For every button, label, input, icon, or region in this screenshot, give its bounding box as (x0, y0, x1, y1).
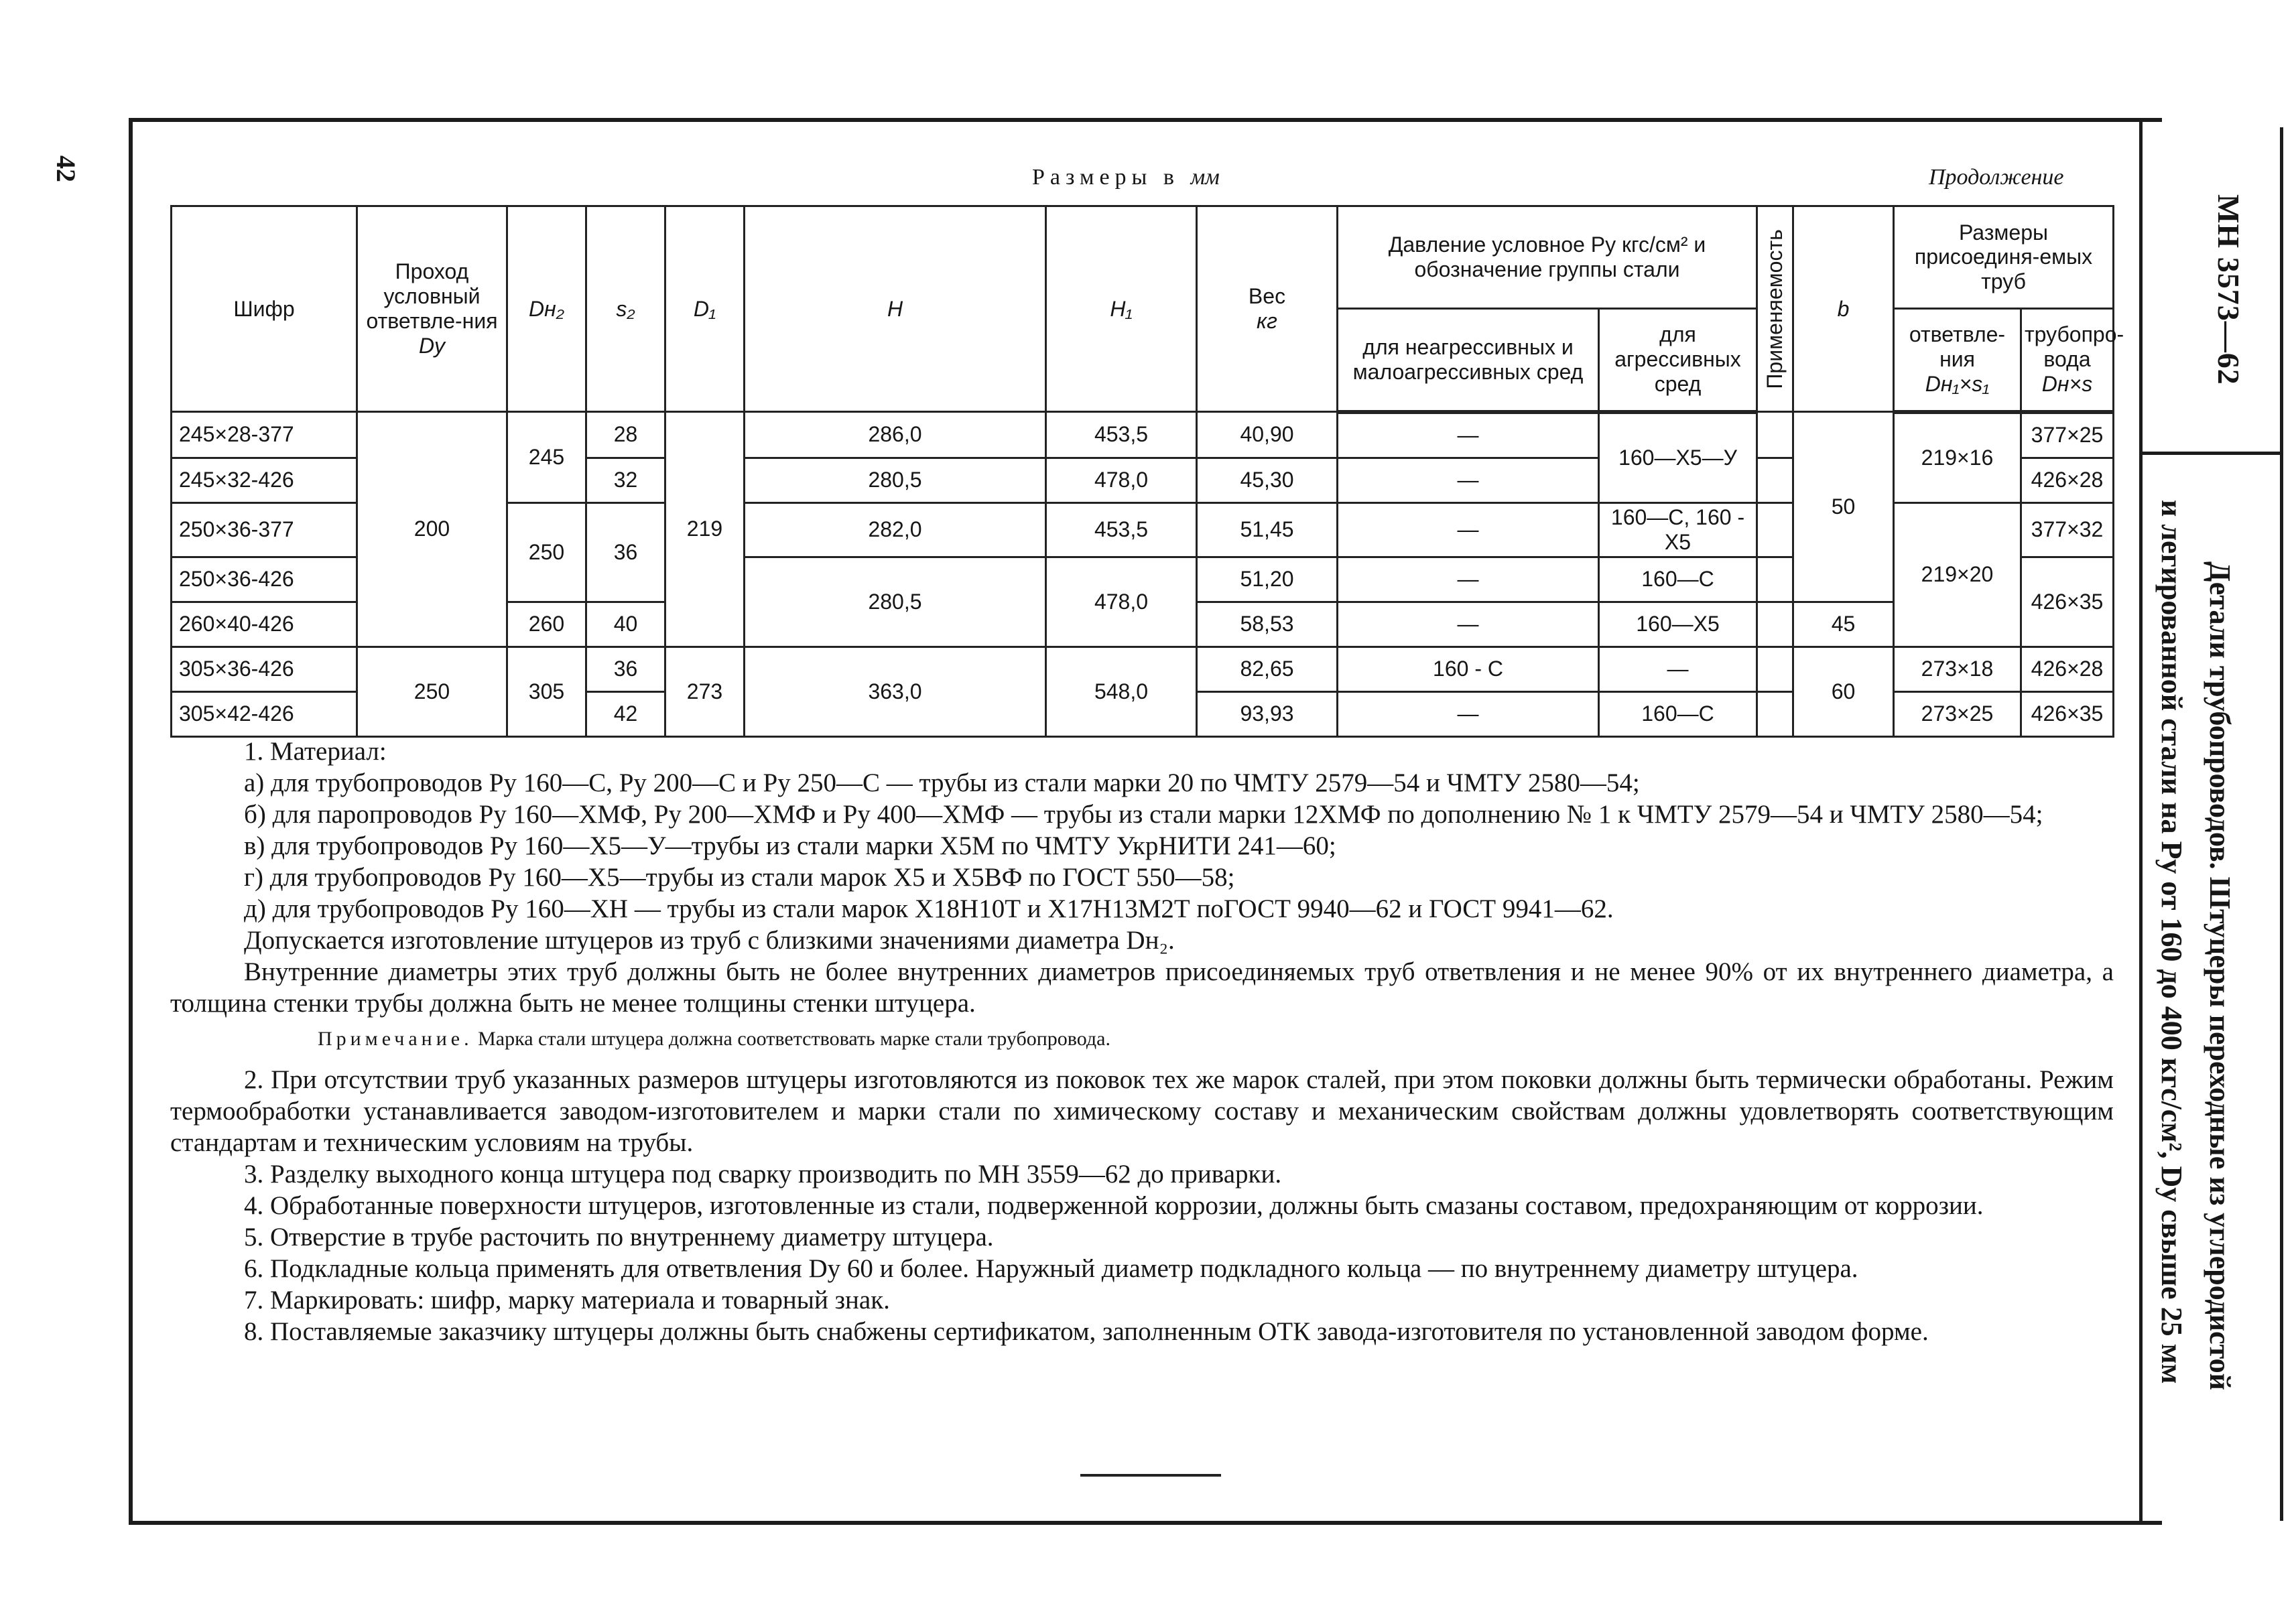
cell-applicability (1757, 502, 1793, 557)
cell-s2: 36 (586, 502, 665, 602)
cell-code: 250×36-377 (172, 502, 357, 557)
header-weight (1197, 206, 1338, 412)
header-non-aggressive: для неагрессивных и малоагрессивных сред (1338, 308, 1599, 411)
header-pipeline-symbol: Dн×s (2041, 371, 2093, 396)
cell-applicability (1757, 557, 1793, 602)
header-dn: Dн₂ (507, 206, 586, 412)
remark-label: Примечание. (318, 1028, 473, 1050)
side-title-line-1: Детали трубопроводов. Штуцеры переходные из углеродистой (2204, 561, 2236, 1390)
cell-d1: 273 (665, 647, 745, 736)
side-panel-divider (2143, 452, 2282, 455)
cell-weight: 45,30 (1197, 458, 1338, 502)
cell-code: 245×28-377 (172, 412, 357, 458)
cell-code: 305×36-426 (172, 647, 357, 691)
cell-code: 260×40-426 (172, 602, 357, 647)
note-8: 8. Поставляемые заказчику штуцеры должны быть снабжены сертификатом, заполненным ОТК завода-изготовителя по установленной заводом форме. (244, 1317, 1929, 1346)
remark-text: Марка стали штуцера должна соответствовать марке стали трубопровода. (472, 1028, 1110, 1050)
header-pressure-group: Давление условное Pу кгс/см² и обозначение группы стали (1338, 206, 1757, 309)
header-weight-unit: кг (1257, 309, 1277, 333)
cell-dn: 305 (507, 647, 586, 736)
frame-bottom-line (129, 1521, 2162, 1525)
cell-passage: 200 (357, 412, 507, 647)
cell-b: 60 (1793, 647, 1894, 736)
cell-applicability (1757, 602, 1793, 647)
cell-h: 286,0 (745, 412, 1046, 458)
frame-side-separator (2139, 118, 2143, 1525)
cell-aggressive: 160—С, 160 - Х5 (1599, 502, 1757, 557)
page-number: 42 (51, 155, 81, 182)
cell-h: 363,0 (745, 647, 1046, 736)
cell-weight: 51,20 (1197, 557, 1338, 602)
note-1c: в) для трубопроводов Pу 160—Х5—У—трубы из стали марки Х5М по ЧМТУ УкрНИТИ 241—60; (244, 831, 1336, 860)
cell-pipeline: 426×28 (2021, 458, 2114, 502)
cell-b: 45 (1793, 602, 1894, 647)
table-row (172, 647, 2114, 691)
header-branch-symbol: Dн₁×s₁ (1925, 371, 1990, 396)
cell-code: 250×36-426 (172, 557, 357, 602)
cell-h: 280,5 (745, 458, 1046, 502)
note-5: 5. Отверстие в трубе расточить по внутреннему диаметру штуцера. (244, 1223, 994, 1252)
note-2: 2. При отсутствии труб указанных размеров штуцеры изготовляются из поковок тех же марок сталей, при этом поковки должны быть термически обработаны. Режим термообработки устанавливается заводом-изготовителем и марки стали по химическому составу и механическим свойствам должны удовлетворять соответствующим стандартам и техническим условиям на трубы. (170, 1065, 2114, 1157)
header-passage-label: Проход условный ответвле-ния (366, 259, 498, 333)
side-title-line-2: и легированной стали на Pу от 160 до 400 кгс/см², Dу свыше 25 мм (2155, 500, 2188, 1384)
cell-h1: 453,5 (1046, 412, 1197, 458)
cell-applicability (1757, 647, 1793, 691)
header-passage-symbol: Dу (418, 333, 446, 358)
header-weight-label: Вес (1248, 284, 1286, 309)
header-h: H (745, 206, 1046, 412)
cell-pipeline: 426×35 (2021, 691, 2114, 736)
note-1g: Внутренние диаметры этих труб должны быть не более внутренних диаметров присоединяемых труб ответвления и не менее 90% от их внутреннего диаметра, а толщина стенки трубы должна быть не менее толщины стенки штуцера. (170, 957, 2114, 1018)
cell-b: 50 (1793, 412, 1894, 602)
cell-aggressive: 160—Х5—У (1599, 412, 1757, 503)
note-6: 6. Подкладные кольца применять для ответвления Dу 60 и более. Наружный диаметр подкладного кольца — по внутреннему диаметру штуцера. (244, 1254, 1858, 1283)
cell-weight: 51,45 (1197, 502, 1338, 557)
cell-s2: 36 (586, 647, 665, 691)
table-row (172, 412, 2114, 458)
cell-weight: 93,93 (1197, 691, 1338, 736)
cell-weight: 58,53 (1197, 602, 1338, 647)
cell-aggressive: 160—С (1599, 691, 1757, 736)
cell-applicability (1757, 412, 1793, 458)
cell-applicability (1757, 458, 1793, 502)
header-pipeline (2021, 308, 2124, 411)
cell-h: 282,0 (745, 502, 1046, 557)
cell-applicability (1757, 691, 1793, 736)
cell-h1: 548,0 (1046, 647, 1197, 736)
header-applicability-label: Применяемость (1763, 228, 1787, 389)
header-connected-pipes: Размеры присоединя-емых труб (1894, 206, 2114, 309)
cell-s2: 32 (586, 458, 665, 502)
cell-branch: 219×20 (1894, 502, 2021, 647)
cell-s2: 40 (586, 602, 665, 647)
cell-branch: 219×16 (1894, 412, 2021, 503)
cell-non-aggressive: — (1338, 412, 1599, 458)
header-d1: D₁ (665, 206, 745, 412)
cell-weight: 82,65 (1197, 647, 1338, 691)
cell-branch: 273×18 (1894, 647, 2021, 691)
cell-h: 280,5 (745, 557, 1046, 647)
cell-weight: 40,90 (1197, 412, 1338, 458)
cell-pipeline: 426×35 (2021, 557, 2114, 647)
dimensions-caption-unit: мм (1190, 165, 1220, 190)
cell-aggressive: 160—Х5 (1599, 602, 1757, 647)
cell-h1: 478,0 (1046, 557, 1197, 647)
cell-code: 245×32-426 (172, 458, 357, 502)
continuation-caption: Продолжение (1929, 165, 2064, 190)
cell-s2: 28 (586, 412, 665, 458)
frame-top-line (129, 118, 2162, 122)
standard-code: МН 3573—62 (2212, 194, 2246, 385)
note-1d: г) для трубопроводов Pу 160—Х5—трубы из стали марок Х5 и Х5ВФ по ГОСТ 550—58; (244, 863, 1235, 892)
cell-pipeline: 377×32 (2021, 502, 2114, 557)
cell-h1: 478,0 (1046, 458, 1197, 502)
header-branch (1894, 308, 2021, 411)
cell-non-aggressive: — (1338, 691, 1599, 736)
cell-s2: 42 (586, 691, 665, 736)
header-h1: H₁ (1046, 206, 1197, 412)
note-1b: б) для паропроводов Pу 160—ХМФ, Pу 200—ХМФ и Pу 400—ХМФ — трубы из стали марки 12ХМФ по дополнению № 1 к ЧМТУ 2579—54 и ЧМТУ 2580—54; (244, 800, 2043, 829)
note-4: 4. Обработанные поверхности штуцеров, изготовленные из стали, подверженной коррозии, должны быть смазаны составом, предохраняющим от коррозии. (244, 1191, 1984, 1220)
cell-branch: 273×25 (1894, 691, 2021, 736)
spec-table (170, 205, 2124, 738)
cell-dn: 250 (507, 502, 586, 602)
note-1f: Допускается изготовление штуцеров из труб с близкими значениями диаметра Dн₂. (244, 926, 1175, 955)
cell-dn: 245 (507, 412, 586, 503)
header-s2: s₂ (586, 206, 665, 412)
cell-non-aggressive: — (1338, 458, 1599, 502)
header-code: Шифр (172, 206, 357, 412)
side-panel-right-line (2280, 127, 2283, 1521)
cell-pipeline: 377×25 (2021, 412, 2114, 458)
cell-d1: 219 (665, 412, 745, 647)
cell-non-aggressive: — (1338, 502, 1599, 557)
header-aggressive: для агрессивных сред (1599, 308, 1757, 411)
header-passage (357, 206, 507, 412)
dimensions-caption (1032, 165, 1220, 190)
cell-dn: 260 (507, 602, 586, 647)
cell-code: 305×42-426 (172, 691, 357, 736)
cell-non-aggressive: 160 - С (1338, 647, 1599, 691)
note-7: 7. Маркировать: шифр, марку материала и товарный знак. (244, 1286, 890, 1314)
frame-left-line (129, 118, 133, 1525)
end-rule (1080, 1474, 1221, 1477)
remark (170, 1023, 2114, 1055)
note-1a: а) для трубопроводов Pу 160—С, Pу 200—С и Pу 250—С — трубы из стали марки 20 по ЧМТУ 2579—54 и ЧМТУ 2580—54; (244, 768, 1640, 797)
cell-non-aggressive: — (1338, 557, 1599, 602)
cell-h1: 453,5 (1046, 502, 1197, 557)
cell-passage: 250 (357, 647, 507, 736)
header-applicability (1757, 206, 1793, 412)
header-branch-label: ответвле-ния (1909, 322, 2006, 372)
cell-aggressive: 160—С (1599, 557, 1757, 602)
notes-section (170, 736, 2114, 1347)
note-1-heading: 1. Материал: (244, 737, 387, 766)
note-3: 3. Разделку выходного конца штуцера под сварку производить по МН 3559—62 до приварки. (244, 1160, 1282, 1189)
note-1e: д) для трубопроводов Pу 160—ХН — трубы из стали марок Х18Н10Т и Х17Н13М2Т поГОСТ 9940—62 и ГОСТ 9941—62. (244, 894, 1614, 923)
header-pipeline-label: трубопро-вода (2025, 322, 2124, 372)
header-b: b (1793, 206, 1894, 412)
cell-pipeline: 426×28 (2021, 647, 2114, 691)
dimensions-caption-prefix: Размеры в (1032, 165, 1191, 190)
cell-aggressive: — (1599, 647, 1757, 691)
cell-non-aggressive: — (1338, 602, 1599, 647)
